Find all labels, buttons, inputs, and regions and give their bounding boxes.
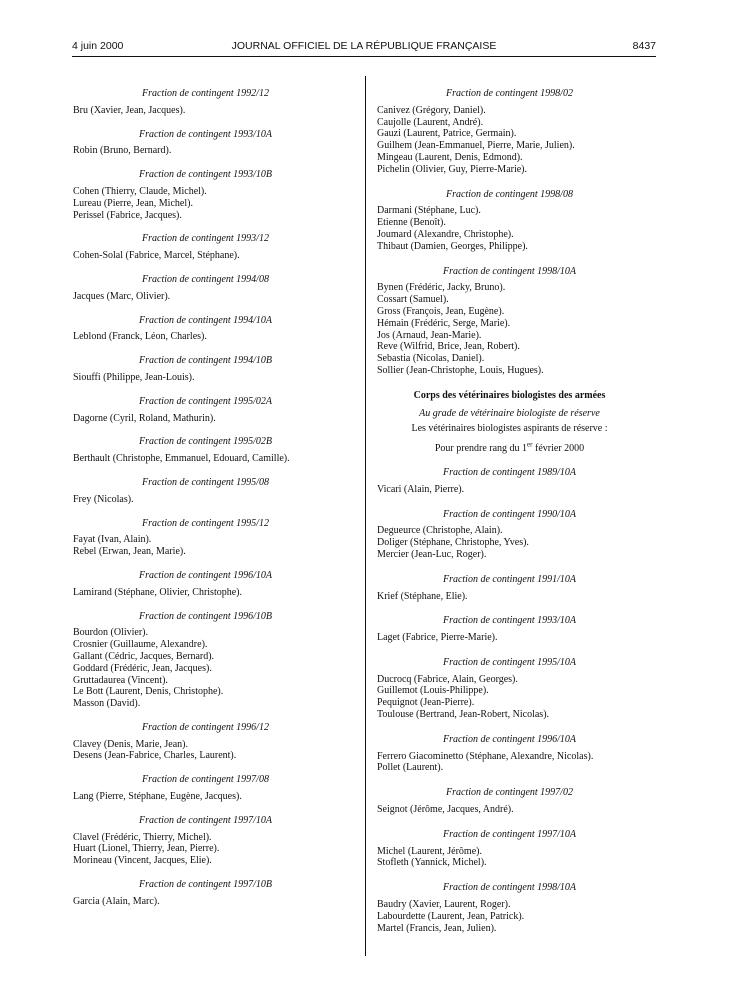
contingent-group (377, 88, 642, 176)
person-name: Bourdon (Olivier). (73, 627, 148, 639)
person-name: Reve (Wilfrid, Brice, Jean, Robert). (377, 341, 520, 353)
header-title: JOURNAL OFFICIEL DE LA RÉPUBLIQUE FRANÇAISE (231, 40, 497, 52)
corps-date-prefix: Pour prendre rang du 1 (434, 443, 528, 455)
contingent-heading: Fraction de contingent 1996/12 (142, 721, 269, 733)
person-name: Rebel (Erwan, Jean, Marie). (73, 546, 186, 558)
contingent-group (73, 774, 338, 803)
person-name: Stofleth (Yannick, Michel). (377, 857, 487, 869)
contingent-group (73, 274, 338, 303)
person-name: Guillemot (Louis-Philippe). (377, 685, 489, 697)
person-name: Krief (Stéphane, Elie). (377, 590, 468, 602)
contingent-group (377, 734, 642, 774)
contingent-heading: Fraction de contingent 1995/12 (142, 517, 269, 529)
person-name: Gross (François, Jean, Eugène). (377, 305, 505, 317)
person-name: Bynen (Frédéric, Jacky, Bruno). (377, 282, 506, 294)
person-name: Clavel (Frédéric, Thierry, Michel). (73, 831, 212, 843)
person-name: Huart (Lionel, Thierry, Jean, Pierre). (73, 843, 220, 855)
contingent-heading: Fraction de contingent 1996/10A (138, 569, 273, 581)
contingent-heading: Fraction de contingent 1991/10A (442, 573, 577, 585)
person-name: Labourdette (Laurent, Jean, Patrick). (377, 910, 525, 922)
person-name: Clavey (Denis, Marie, Jean). (73, 738, 188, 750)
person-name: Pichelin (Olivier, Guy, Pierre-Marie). (377, 163, 528, 175)
contingent-heading: Fraction de contingent 1998/10A (442, 882, 577, 894)
left-column (73, 88, 338, 920)
person-name: Masson (David). (73, 698, 141, 710)
contingent-group (377, 882, 642, 934)
contingent-heading: Fraction de contingent 1993/12 (142, 233, 269, 245)
contingent-group (73, 169, 338, 221)
person-name: Ducrocq (Fabrice, Alain, Georges). (377, 673, 518, 685)
person-name: Fayat (Ivan, Alain). (73, 534, 152, 546)
person-name: Canivez (Grégory, Daniel). (377, 104, 486, 116)
person-name: Cohen (Thierry, Claude, Michel). (73, 185, 207, 197)
person-name: Desens (Jean-Fabrice, Charles, Laurent). (73, 750, 237, 762)
right-column-bottom (377, 467, 642, 935)
person-name: Gruttadaurea (Vincent). (73, 674, 168, 686)
contingent-heading: Fraction de contingent 1993/10A (138, 128, 273, 140)
person-name: Seignot (Jérôme, Jacques, André). (377, 804, 514, 816)
person-name: Vicari (Alain, Pierre). (377, 483, 465, 495)
person-name: Darmani (Stéphane, Luc). (377, 205, 481, 217)
contingent-group (73, 355, 338, 384)
page-header (72, 38, 656, 57)
contingent-group (377, 615, 642, 644)
contingent-heading: Fraction de contingent 1995/08 (142, 476, 269, 488)
contingent-group (377, 189, 642, 253)
contingent-group (73, 570, 338, 599)
contingent-group (73, 477, 338, 506)
person-name: Pequignot (Jean-Pierre). (377, 697, 475, 709)
person-name: Dagorne (Cyril, Roland, Mathurin). (73, 412, 216, 424)
person-name: Le Bott (Laurent, Denis, Christophe). (73, 686, 224, 698)
person-name: Siouffi (Philippe, Jean-Louis). (73, 371, 195, 383)
person-name: Lureau (Pierre, Jean, Michel). (73, 197, 193, 209)
contingent-group (377, 509, 642, 561)
contingent-group (73, 722, 338, 762)
person-name: Cohen-Solal (Fabrice, Marcel, Stéphane). (73, 250, 240, 262)
contingent-heading: Fraction de contingent 1994/10B (138, 355, 273, 367)
contingent-group (73, 129, 338, 158)
contingent-group (377, 657, 642, 721)
person-name: Sollier (Jean-Christophe, Louis, Hugues). (377, 364, 544, 376)
corps-subtitle: Au grade de vétérinaire biologiste de réserve (419, 407, 600, 419)
contingent-heading: Fraction de contingent 1996/10A (442, 733, 577, 745)
person-name: Martel (Francis, Jean, Julien). (377, 922, 497, 934)
person-name: Gallant (Cédric, Jacques, Bernard). (73, 650, 215, 662)
person-name: Baudry (Xavier, Laurent, Roger). (377, 899, 511, 911)
contingent-heading: Fraction de contingent 1996/10B (138, 610, 273, 622)
person-name: Toulouse (Bertrand, Jean-Robert, Nicolas). (377, 709, 550, 721)
contingent-group (377, 829, 642, 869)
person-name: Ferrero Giacominetto (Stéphane, Alexandre, Nicolas). (377, 750, 594, 762)
contingent-heading: Fraction de contingent 1989/10A (442, 466, 577, 478)
corps-title: Corps des vétérinaires biologistes des armées (413, 389, 606, 401)
person-name: Bru (Xavier, Jean, Jacques). (73, 104, 186, 116)
contingent-heading: Fraction de contingent 1995/10A (442, 656, 577, 668)
contingent-heading: Fraction de contingent 1997/10A (138, 814, 273, 826)
person-name: Sebastia (Nicolas, Daniel). (377, 353, 485, 365)
contingent-heading: Fraction de contingent 1990/10A (442, 508, 577, 520)
contingent-group (73, 879, 338, 908)
person-name: Degueurce (Christophe, Alain). (377, 525, 503, 537)
corps-date-suffix: février 2000 (532, 443, 585, 455)
person-name: Laget (Fabrice, Pierre-Marie). (377, 632, 498, 644)
corps-description: Les vétérinaires biologistes aspirants de réserve : (411, 423, 608, 435)
contingent-group (73, 815, 338, 867)
corps-date (377, 440, 642, 455)
contingent-heading: Fraction de contingent 1997/02 (446, 787, 573, 799)
person-name: Jacques (Marc, Olivier). (73, 290, 171, 302)
person-name: Morineau (Vincent, Jacques, Elie). (73, 855, 212, 867)
contingent-group (73, 436, 338, 465)
contingent-heading: Fraction de contingent 1997/10A (442, 828, 577, 840)
contingent-group (73, 315, 338, 344)
contingent-heading: Fraction de contingent 1998/10A (442, 265, 577, 277)
person-name: Joumard (Alexandre, Christophe). (377, 228, 514, 240)
contingent-heading: Fraction de contingent 1998/02 (446, 88, 573, 99)
person-name: Jos (Arnaud, Jean-Marie). (377, 329, 482, 341)
person-name: Garcia (Alain, Marc). (73, 895, 160, 907)
person-name: Lang (Pierre, Stéphane, Eugène, Jacques). (73, 791, 242, 803)
right-column (377, 88, 642, 947)
contingent-group (73, 518, 338, 558)
column-divider (365, 76, 366, 956)
person-name: Doliger (Stéphane, Christophe, Yves). (377, 537, 529, 549)
person-name: Frey (Nicolas). (73, 493, 134, 505)
person-name: Guilhem (Jean-Emmanuel, Pierre, Marie, Julien). (377, 140, 575, 152)
person-name: Mercier (Jean-Luc, Roger). (377, 548, 487, 560)
person-name: Crosnier (Guillaume, Alexandre). (73, 639, 208, 651)
contingent-group (377, 467, 642, 496)
contingent-heading: Fraction de contingent 1995/02A (138, 395, 273, 407)
person-name: Michel (Laurent, Jérôme). (377, 845, 482, 857)
contingent-group (73, 396, 338, 425)
contingent-heading: Fraction de contingent 1997/08 (142, 774, 269, 786)
contingent-heading: Fraction de contingent 1995/02B (138, 436, 273, 448)
person-name: Leblond (Franck, Léon, Charles). (73, 331, 207, 343)
person-name: Goddard (Frédéric, Jean, Jacques). (73, 662, 212, 674)
person-name: Robin (Bruno, Bernard). (73, 145, 172, 157)
person-name: Mingeau (Laurent, Denis, Edmond). (377, 151, 523, 163)
corps-date-sup: er (527, 440, 533, 449)
contingent-heading: Fraction de contingent 1993/10B (138, 169, 273, 181)
person-name: Cossart (Samuel). (377, 294, 449, 306)
contingent-group (377, 787, 642, 816)
person-name: Lamirand (Stéphane, Olivier, Christophe). (73, 586, 242, 598)
contingent-heading: Fraction de contingent 1994/10A (138, 314, 273, 326)
contingent-group (73, 233, 338, 262)
contingent-group (73, 88, 338, 117)
right-column-top (377, 88, 642, 377)
person-name: Pollet (Laurent). (377, 762, 444, 774)
person-name: Etienne (Benoît). (377, 217, 446, 229)
person-name: Hémain (Frédéric, Serge, Marie). (377, 317, 511, 329)
contingent-heading: Fraction de contingent 1993/10A (442, 615, 577, 627)
contingent-heading: Fraction de contingent 1992/12 (142, 88, 269, 99)
header-page-number: 8437 (632, 40, 656, 52)
person-name: Berthault (Christophe, Emmanuel, Edouard, Camille). (73, 453, 290, 465)
person-name: Gauzi (Laurent, Patrice, Germain). (377, 128, 517, 140)
header-date: 4 juin 2000 (72, 40, 124, 52)
person-name: Thibaut (Damien, Georges, Philippe). (377, 240, 528, 252)
person-name: Perissel (Fabrice, Jacques). (73, 209, 182, 221)
contingent-group (377, 266, 642, 377)
contingent-group (73, 611, 338, 710)
person-name: Caujolle (Laurent, André). (377, 116, 484, 128)
contingent-heading: Fraction de contingent 1997/10B (138, 879, 273, 891)
contingent-group (377, 574, 642, 603)
contingent-heading: Fraction de contingent 1998/08 (446, 188, 573, 200)
contingent-heading: Fraction de contingent 1994/08 (142, 273, 269, 285)
